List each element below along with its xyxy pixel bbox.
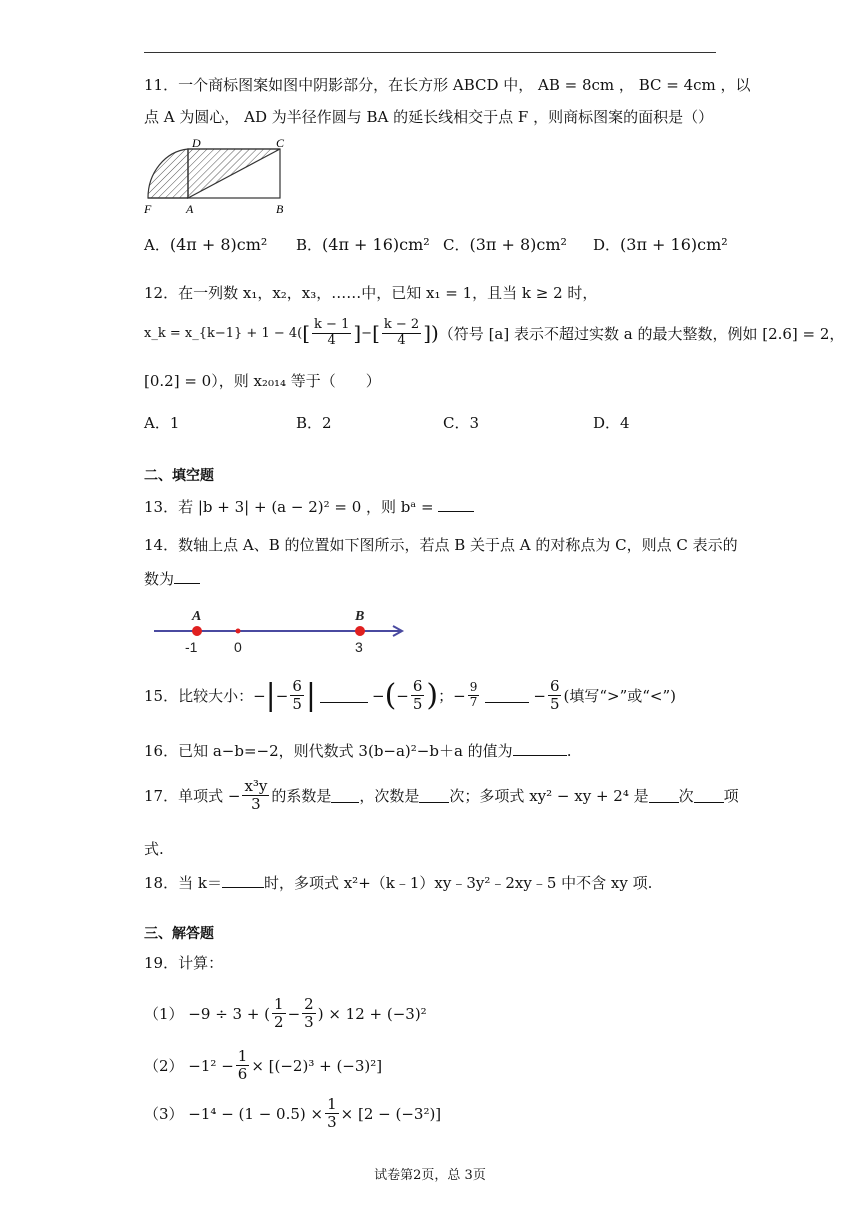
q19-part-1: （1） −9 ÷ 3 + ( $\frac{1}{2}$ − $\frac{2}{3}$ ) × 12 + (−3)² <box>144 995 427 1032</box>
q17-line1: 17．单项式 − $\frac{\text{x³y}}{3}$ 的系数是 ，次数是 次；多项式 xy² − xy + 2⁴ 是 次 项 <box>144 777 739 814</box>
section-solve: 三、解答题 <box>144 926 214 942</box>
q15-frac-4: $\frac{6}{5}$ <box>549 677 560 714</box>
fig-label-a: A <box>186 202 194 216</box>
q16-blank[interactable] <box>513 741 567 756</box>
axis-tick-b: 3 <box>355 639 363 655</box>
q19: 19．计算： <box>144 954 224 972</box>
q17-frac: $\frac{\text{x³y}}{3}$ <box>244 777 268 814</box>
number-line <box>150 602 410 658</box>
header-rule <box>144 52 716 53</box>
q18: 18．当 k＝ 时，多项式 x²+（k﹣1）xy﹣3y²﹣2xy﹣5 中不含 xy 项. <box>144 874 653 892</box>
q14-line2: 数为 <box>144 568 200 589</box>
q12-option-a[interactable]: A．1 <box>144 414 180 432</box>
page-footer: 试卷第2页，总 3页 <box>374 1168 486 1183</box>
q12-line2: x_k = x_{k−1} + 1 − 4( [ $\frac{k - 1}{4}$ ] − [ $\frac{k - 2}{4}$ ]) （符号 [a] 表示不超过实数 a 的最大整数，例如 [2.6] = 2， <box>144 317 845 348</box>
q12-formula-pre: x_k = x_{k−1} + 1 − 4( <box>144 325 303 341</box>
q16: 16．已知 a−b=−2，则代数式 3(b−a)²−b＋a 的值为 . <box>144 742 572 760</box>
fig-label-d: D <box>192 136 201 150</box>
axis-label-b: B <box>355 609 365 624</box>
q18-blank[interactable] <box>222 873 264 888</box>
fig-label-b: B <box>276 202 284 216</box>
q12-frac-2: $\frac{k - 2}{4}$ <box>383 317 420 348</box>
q11-option-c[interactable]: C．(3π + 8)cm² <box>443 235 567 254</box>
q15: 15．比较大小：− | − $\frac{6}{5}$ | − ( − $\frac{6}{5}$ ) ；− $\frac{9}{7}$ − $\frac{6}{5}$ (填写“>”或“<”) <box>144 677 676 714</box>
q15-blank-2[interactable] <box>485 688 529 703</box>
axis-tick-a: -1 <box>185 639 198 655</box>
q15-frac-2: $\frac{6}{5}$ <box>412 677 423 714</box>
q14-blank[interactable] <box>174 569 200 584</box>
q13: 13．若 |b + 3| + (a − 2)² = 0 ，则 bᵃ = <box>144 496 474 517</box>
q12-line1: 12．在一列数 x₁，x₂，x₃，……中，已知 x₁ = 1，且当 k ≥ 2 时， <box>144 284 598 302</box>
q12-option-c[interactable]: C．3 <box>443 414 480 432</box>
q17-line2: 式. <box>144 840 164 858</box>
axis-label-a: A <box>192 609 202 624</box>
q17-blank-1[interactable] <box>331 788 359 803</box>
q11-option-a[interactable]: A．(4π + 8)cm² <box>144 235 268 254</box>
q11-figure <box>140 138 300 218</box>
section-fill-blank: 二、填空题 <box>144 468 214 484</box>
fig-label-c: C <box>276 136 285 150</box>
q12-option-b[interactable]: B．2 <box>296 414 332 432</box>
q17-blank-3[interactable] <box>649 788 679 803</box>
axis-tick-zero: 0 <box>234 639 242 655</box>
q12-frac-1: $\frac{k - 1}{4}$ <box>314 317 350 348</box>
q15-frac-1: $\frac{6}{5}$ <box>292 677 302 714</box>
q12-line2-tail: （符号 [a] 表示不超过实数 a 的最大整数，例如 [2.6] = 2， <box>438 324 845 343</box>
q19-part-3: （3） −1⁴ − (1 − 0.5) × $\frac{1}{3}$ × [2 − (−3²)] <box>144 1095 442 1132</box>
q11-line1: 11．一个商标图案如图中阴影部分，在长方形 ABCD 中， AB = 8cm ， BC = 4cm ，以 <box>144 76 751 94</box>
q12-line3: [0.2] = 0），则 x₂₀₁₄ 等于（ ） <box>144 372 381 390</box>
q19-part-2: （2） −1² − $\frac{1}{6}$ × [(−2)³ + (−3)²] <box>144 1047 383 1084</box>
fig-label-f: F <box>144 202 152 216</box>
q11-line2: 点 A 为圆心， AD 为半径作圆与 BA 的延长线相交于点 F ，则商标图案的面积是（） <box>144 108 714 126</box>
q14-line1: 14．数轴上点 A、B 的位置如下图所示，若点 B 关于点 A 的对称点为 C，则点 C 表示的 <box>144 536 738 554</box>
q17-blank-4[interactable] <box>694 788 724 803</box>
q15-blank-1[interactable] <box>320 688 368 703</box>
q11-option-b[interactable]: B．(4π + 16)cm² <box>296 235 430 254</box>
q15-frac-3: $\frac{9}{7}$ <box>469 680 478 710</box>
q17-blank-2[interactable] <box>419 788 449 803</box>
q11-option-d[interactable]: D．(3π + 16)cm² <box>593 235 728 254</box>
q13-blank[interactable] <box>438 497 474 512</box>
q12-option-d[interactable]: D．4 <box>593 414 630 432</box>
